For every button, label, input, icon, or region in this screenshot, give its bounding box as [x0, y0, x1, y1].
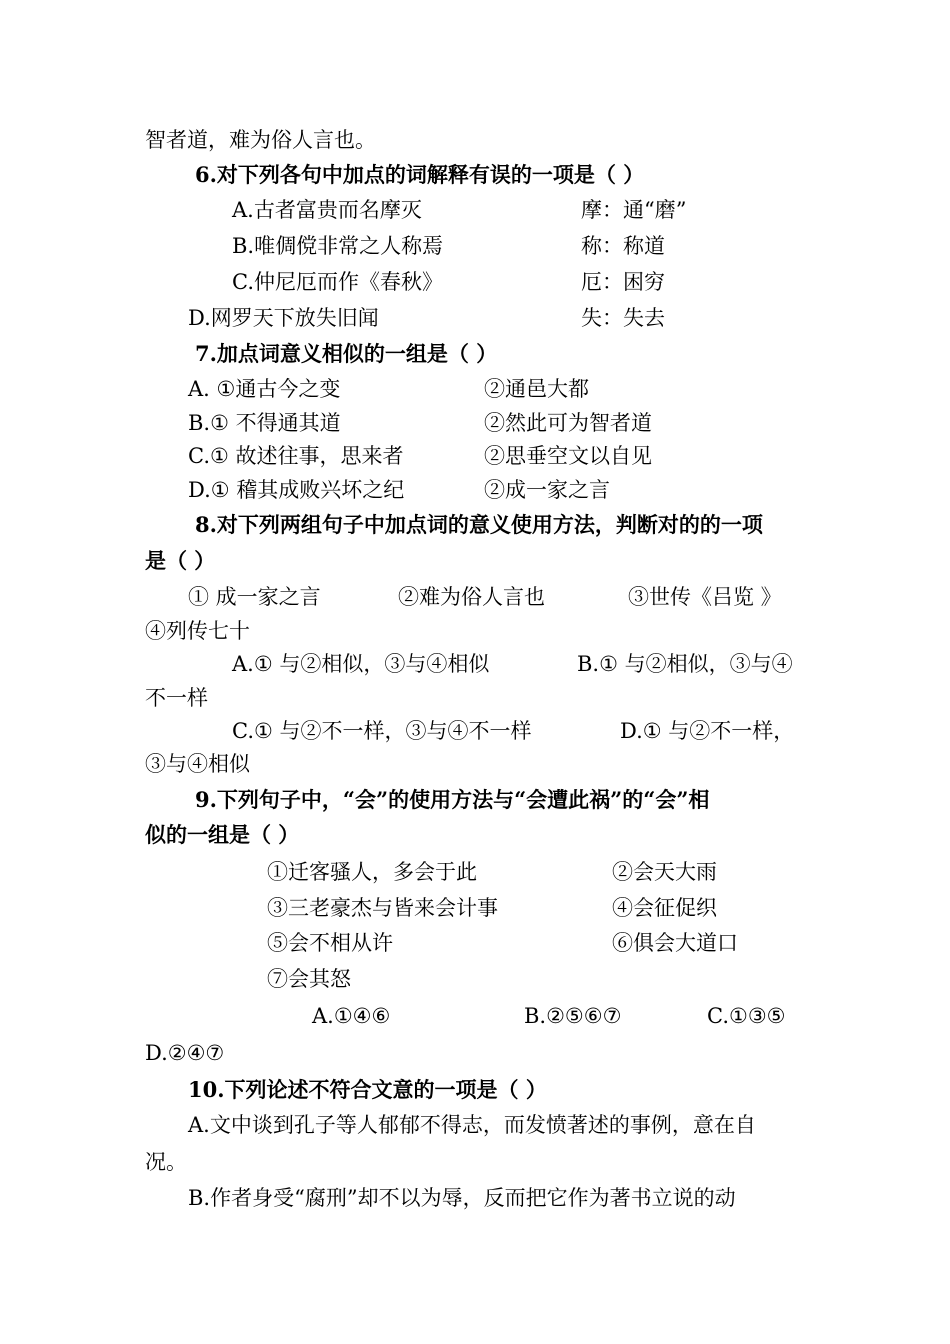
question-7-stem: 7.加点词意义相似的一组是（ ） — [195, 341, 498, 366]
q9-item-4: ④会征促织 — [612, 896, 717, 920]
question-10-stem: 10.下列论述不符合文意的一项是（ ） — [188, 1077, 547, 1102]
q7-option-d-2: ②成一家之言 — [484, 478, 610, 502]
q9-item-7: ⑦会其怒 — [267, 967, 351, 991]
q7-option-b: B.① 不得通其道 — [188, 411, 341, 435]
q10-option-a-cont: 况。 — [145, 1150, 187, 1174]
text-line: 智者道，难为俗人言也。 — [145, 128, 376, 152]
q8-item-4: ④列传七十 — [145, 619, 250, 643]
q7-option-d: D.① 稽其成败兴坏之纪 — [188, 478, 405, 502]
q9-option-c: C.①③⑤ — [707, 1004, 786, 1028]
q6-option-d-gloss: 失：失去 — [581, 306, 665, 330]
q7-option-c: C.① 故述往事，思来者 — [188, 444, 404, 468]
q6-option-b: B.唯倜傥非常之人称焉 — [232, 234, 444, 258]
question-6-stem: 6.对下列各句中加点的词解释有误的一项是（ ） — [195, 162, 645, 187]
q7-option-b-2: ②然此可为智者道 — [484, 411, 652, 435]
question-9-stem: 9.下列句子中，“会”的使用方法与“会遭此祸”的“会”相 — [195, 787, 710, 812]
q9-option-a: A.①④⑥ — [312, 1004, 391, 1028]
q9-item-1: ①迁客骚人，多会于此 — [267, 860, 477, 884]
q9-item-2: ②会天大雨 — [612, 860, 717, 884]
q9-item-5: ⑤会不相从许 — [267, 931, 393, 955]
q9-option-d: D.②④⑦ — [145, 1041, 225, 1065]
q8-item-2: ②难为俗人言也 — [398, 585, 545, 609]
q6-option-b-gloss: 称：称道 — [581, 234, 665, 258]
q8-option-b-cont: 不一样 — [145, 686, 208, 710]
q6-option-c: C.仲尼厄而作《春秋》 — [232, 270, 443, 294]
q8-option-d-cont: ③与④相似 — [145, 752, 250, 776]
q9-item-6: ⑥俱会大道口 — [612, 931, 738, 955]
q8-option-c: C.① 与②不一样，③与④不一样 — [232, 719, 532, 743]
q9-item-3: ③三老豪杰与皆来会计事 — [267, 896, 498, 920]
q7-option-c-2: ②思垂空文以自见 — [484, 444, 652, 468]
q6-option-a: A.古者富贵而名摩灭 — [232, 198, 422, 222]
q9-option-b: B.②⑤⑥⑦ — [524, 1004, 622, 1028]
q8-option-b: B.① 与②相似，③与④ — [577, 652, 793, 676]
q7-option-a-2: ②通邑大都 — [484, 377, 589, 401]
q7-option-a: A. ①通古今之变 — [188, 377, 341, 401]
q6-option-a-gloss: 摩：通“磨” — [581, 198, 687, 222]
q10-option-b: B.作者身受“腐刑”却不以为辱，反而把它作为著书立说的动 — [188, 1186, 736, 1210]
q6-option-d: D.网罗天下放失旧闻 — [188, 306, 379, 330]
question-8-stem-cont: 是（ ） — [145, 548, 216, 573]
question-8-stem: 8.对下列两组句子中加点词的意义使用方法，判断对的的一项 — [195, 512, 763, 537]
q8-option-d: D.① 与②不一样， — [620, 719, 795, 743]
q8-item-3: ③世传《吕览 》 — [628, 585, 782, 609]
q8-option-a: A.① 与②相似，③与④相似 — [232, 652, 490, 676]
q10-option-a: A.文中谈到孔子等人郁郁不得志，而发愤著述的事例，意在自 — [188, 1113, 756, 1137]
question-9-stem-cont: 似的一组是（ ） — [145, 822, 300, 847]
q6-option-c-gloss: 厄：困穷 — [581, 270, 665, 294]
q8-item-1: ① 成一家之言 — [188, 585, 321, 609]
